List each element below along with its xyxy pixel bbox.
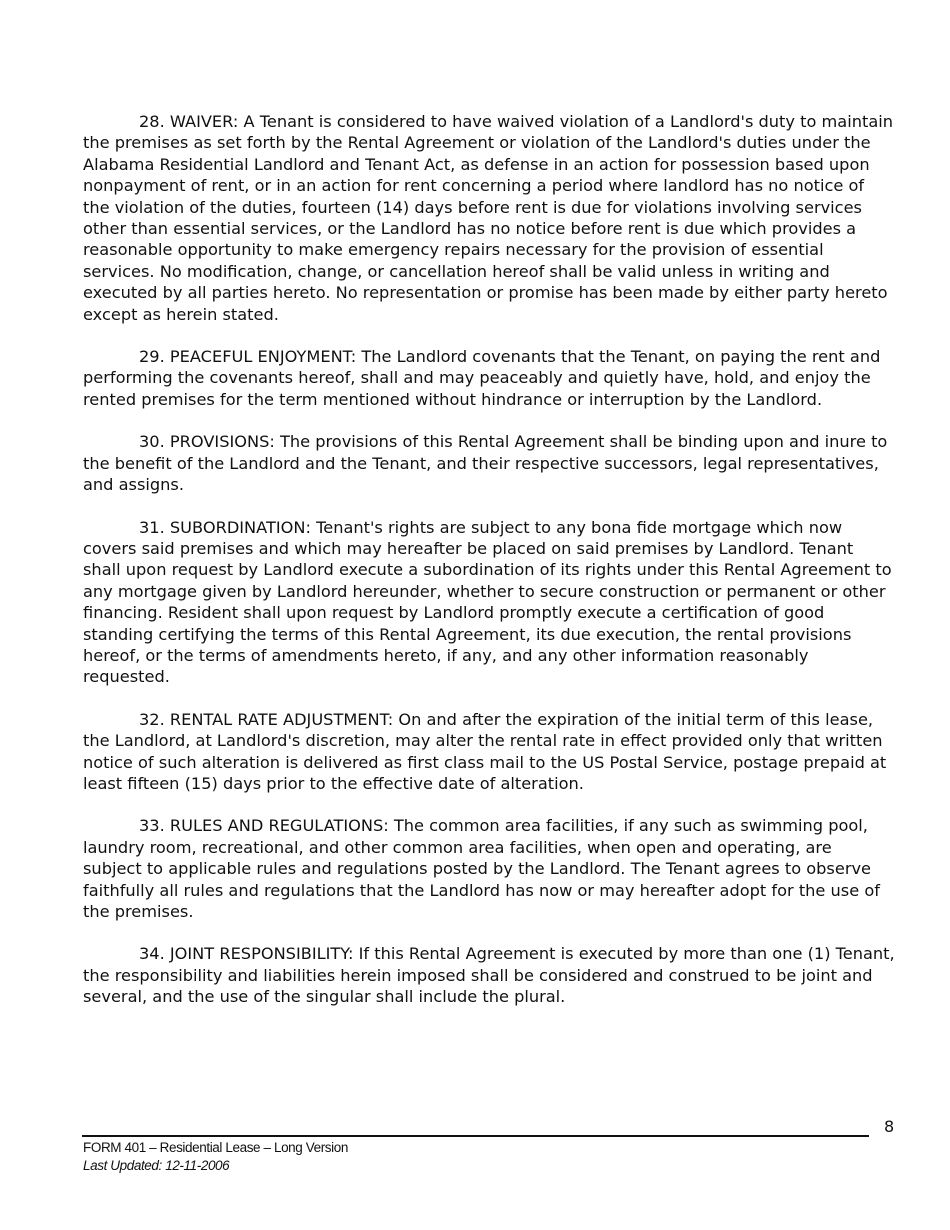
clause-text: 34. JOINT RESPONSIBILITY: If this Rental Agreement is executed by more than one (1) Tenant, the responsibility and liabilities herein imposed shall be considered and construed to be joint and several, and the use of the singular shall include the plural.: [83, 944, 895, 1007]
clause-text: 33. RULES AND REGULATIONS: The common area facilities, if any such as swimming pool, laundry room, recreational, and other common area facilities, when open and operating, are subject to applicable rules and regulations posted by the Landlord. The Tenant agrees to observe faithfully all rules and regulations that the Landlord has now or may hereafter adopt for the use of the premises.: [83, 816, 880, 921]
clause-text: 31. SUBORDINATION: Tenant's rights are subject to any bona fide mortgage which now covers said premises and which may hereafter be placed on said premises by Landlord. Tenant shall upon request by Landlord execute a subordination of its rights under this Rental Agreement to any mortgage given by Landlord hereunder, whether to secure construction or permanent or other financing. Resident shall upon request by Landlord promptly execute a certification of good standing certifying the terms of this Rental Agreement, its due execution, the rental provisions hereof, or the terms of amendments hereto, if any, and any other information reasonably requested.: [83, 517, 892, 687]
footer-divider: [82, 1135, 869, 1137]
clause-text: 30. PROVISIONS: The provisions of this Rental Agreement shall be binding upon and inure to the benefit of the Landlord and the Tenant, and their respective successors, legal representatives, and assigns.: [83, 432, 888, 495]
clause-28-waiver: [83, 111, 895, 325]
clause-29-peaceful-enjoyment: [83, 346, 895, 410]
clause-32-rental-rate-adjustment: [83, 709, 895, 795]
footer-last-updated: Last Updated: 12-11-2006: [83, 1158, 230, 1173]
clause-30-provisions: [83, 431, 895, 495]
clause-text: 32. RENTAL RATE ADJUSTMENT: On and after the expiration of the initial term of this lease, the Landlord, at Landlord's discretion, may alter the rental rate in effect provided only that written notice of such alteration is delivered as first class mail to the US Postal Service, postage prepaid at least fifteen (15) days prior to the effective date of alteration.: [83, 709, 887, 793]
footer: [83, 1139, 348, 1175]
clause-text: 28. WAIVER: A Tenant is considered to have waived violation of a Landlord's duty to maintain the premises as set forth by the Rental Agreement or violation of the Landlord's duties under the Alabama Residential Landlord and Tenant Act, as defense in an action for possession based upon nonpayment of rent, or in an action for rent concerning a period where landlord has no notice of the violation of the duties, fourteen (14) days before rent is due for violations involving services other than essential services, or the Landlord has no notice before rent is due which provides a reasonable opportunity to make emergency repairs necessary for the provision of essential services. No modification, change, or cancellation hereof shall be valid unless in writing and executed by all parties hereto. No representation or promise has been made by either party hereto except as herein stated.: [83, 112, 893, 324]
clause-33-rules-and-regulations: [83, 815, 895, 922]
document-body: [83, 111, 895, 1029]
clause-text: 29. PEACEFUL ENJOYMENT: The Landlord covenants that the Tenant, on paying the rent and performing the covenants hereof, shall and may peaceably and quietly have, hold, and enjoy the rented premises for the term mentioned without hindrance or interruption by the Landlord.: [83, 347, 881, 409]
clause-31-subordination: [83, 517, 895, 688]
footer-form-title: FORM 401 – Residential Lease – Long Version: [83, 1140, 348, 1155]
page-number: 8: [884, 1117, 895, 1136]
clause-34-joint-responsibility: [83, 943, 895, 1007]
